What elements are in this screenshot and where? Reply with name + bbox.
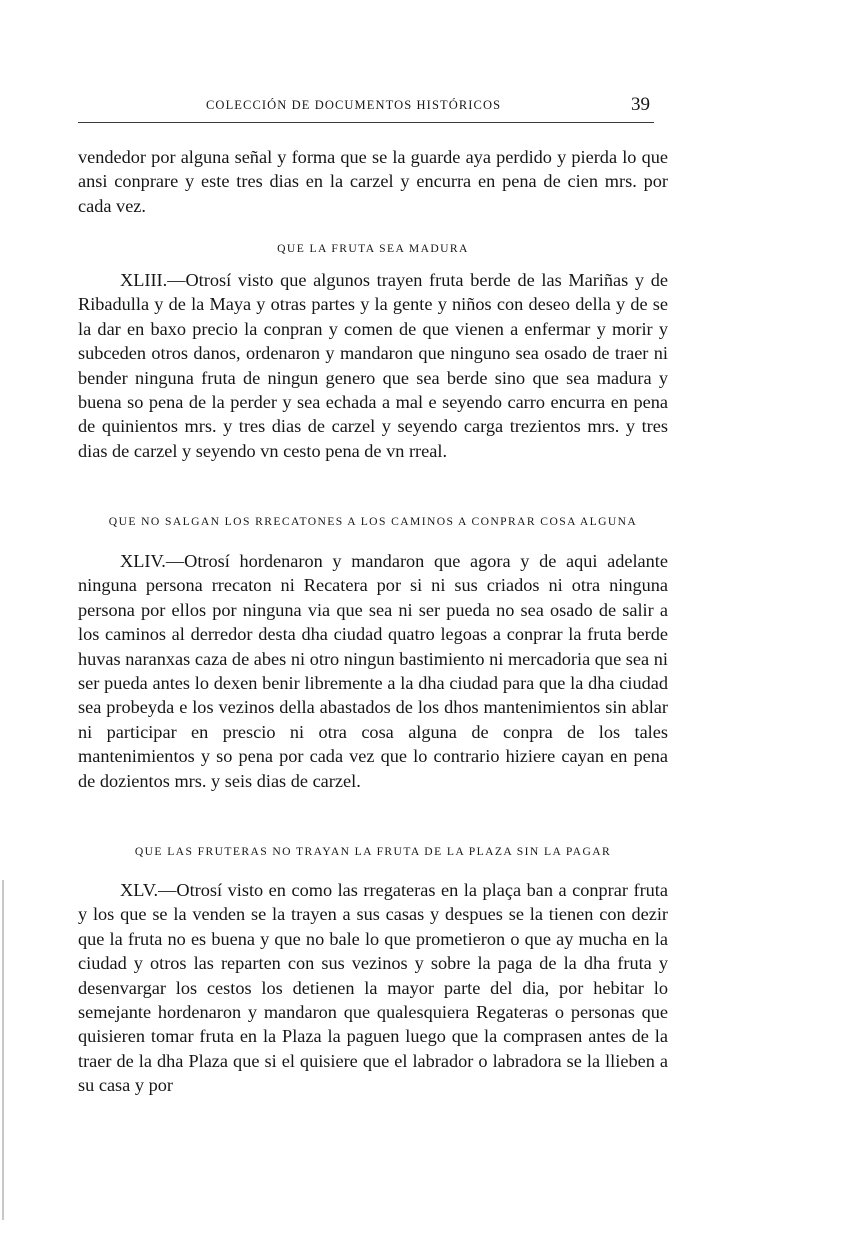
paragraph-block-43 — [78, 268, 668, 463]
running-header — [78, 95, 654, 117]
continuation-paragraph-block — [78, 145, 668, 218]
page-number: 39 — [631, 94, 650, 115]
continuation-paragraph: vendedor por alguna señal y forma que se la guarde aya perdido y pierda lo que ansi conprare y este tres dias en la carzel y encurra en pena de cien mrs. por cada vez. — [78, 147, 668, 216]
document-page — [78, 0, 668, 1235]
paragraph-block-44 — [78, 549, 668, 793]
paragraph-block-45 — [78, 878, 668, 1098]
header-rule — [78, 122, 654, 123]
paragraph-43: XLIII.—Otrosí visto que algunos trayen fruta berde de las Mariñas y de Ribadulla y de la Maya y otras partes y la gente y niños con deseo della y de se la dar en baxo precio la conpran y comen de que vienen a enfermar y morir y subceden otros danos, ordenaron y mandaron que ninguno sea osado de traer ni bender ninguna fruta de ningun genero que sea berde sino que sea madura y buena so pena de la perder y sea echada a mal e seyendo carro encurra en pena de quinientos mrs. y tres dias de carzel y seyendo carga trezientos mrs. y tres dias de carzel y seyendo vn cesto pena de vn rreal. — [78, 270, 668, 461]
binding-edge-shadow — [2, 880, 4, 1220]
paragraph-45: XLV.—Otrosí visto en como las rregateras en la plaça ban a conprar fruta y los que se la venden se la trayen a sus casas y despues se la tienen con dezir que la fruta no es buena y que no bale lo que prometieron o que ay mucha en la ciudad y otros las reparten con sus vezinos y sobre la paga de la dha fruta y desenvargar los cestos los detienen la mayor parte del dia, por hebitar lo semejante hordenaron y mandaron que qualesquiera Regateras o personas que quisieren tomar fruta en la Plaza la paguen luego que la comprasen antes de la traer de la dha Plaza que si el quisiere que el labrador o labradora se la llieben a su casa y por — [78, 880, 668, 1096]
running-header-title: COLECCIÓN DE DOCUMENTOS HISTÓRICOS — [206, 98, 502, 112]
section-heading-44: QUE NO SALGAN LOS RRECATONES A LOS CAMINOS A CONPRAR COSA ALGUNA — [108, 515, 638, 528]
section-heading-45: QUE LAS FRUTERAS NO TRAYAN LA FRUTA DE LA PLAZA SIN LA PAGAR — [134, 845, 612, 858]
paragraph-44: XLIV.—Otrosí hordenaron y mandaron que agora y de aqui adelante ninguna persona rrecaton ni Recatera por si ni sus criados ni otra ninguna persona por ellos por ninguna via que sea ni ser pueda no sea osado de salir a los caminos al derredor desta dha ciudad quatro legoas a conprar la fruta berde huvas naranxas caza de abes ni otro ningun bastimiento ni mercadoria que sea ni ser pueda antes lo dexen benir libremente a la dha ciudad para que la dha ciudad sea probeyda e los vezinos della abastados de los dhos mantenimientos sin ablar ni participar en prescio ni otra cosa alguna de conpra de los tales mantenimientos y so pena por cada vez que lo contrario hiziere cayan en pena de dozientos mrs. y seis dias de carzel. — [78, 551, 668, 791]
section-heading-43: QUE LA FRUTA SEA MADURA — [277, 242, 469, 255]
